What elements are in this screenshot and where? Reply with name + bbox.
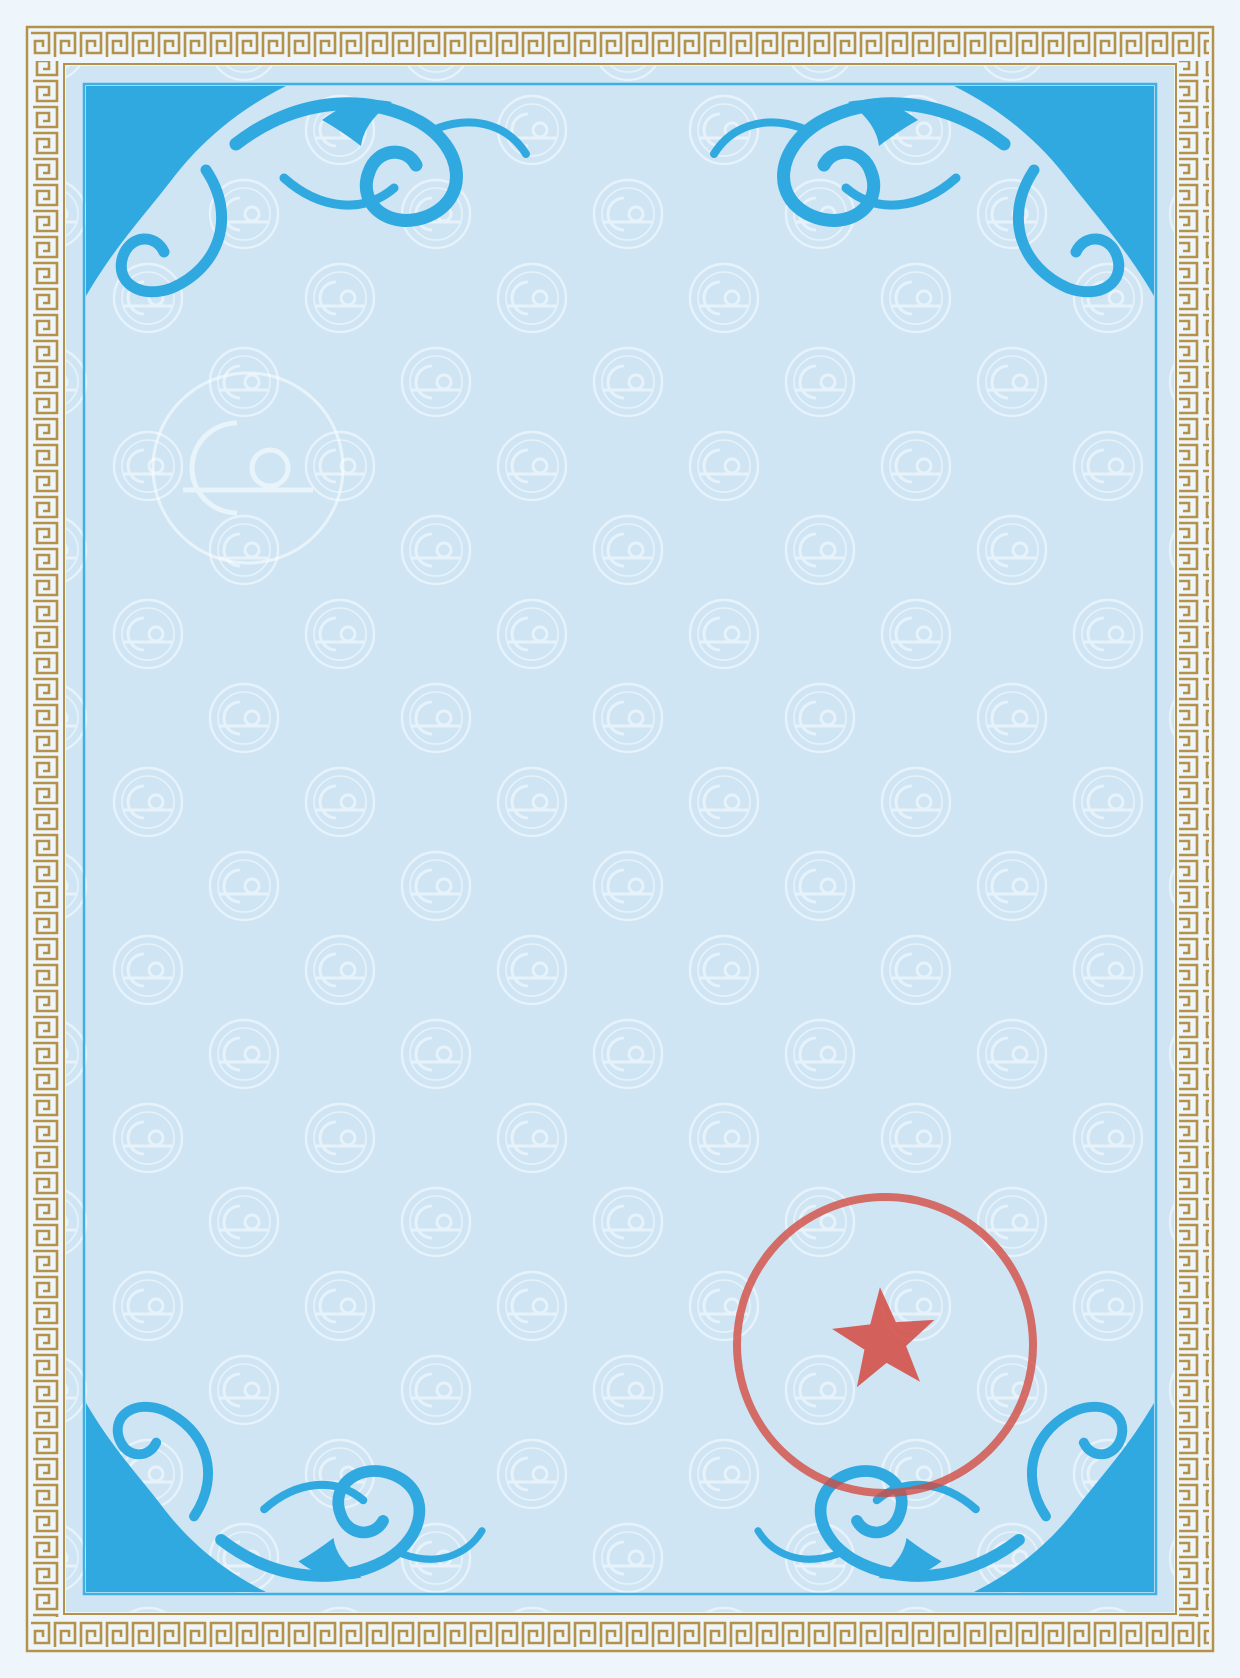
official-seal bbox=[715, 1175, 1055, 1520]
qr-code-graphic bbox=[249, 1281, 371, 1396]
qr-code-image bbox=[249, 1281, 371, 1401]
corner-flourish-top-left bbox=[86, 86, 526, 296]
barcode-image bbox=[250, 1190, 433, 1260]
corner-flourish-bottom-left bbox=[86, 1403, 482, 1592]
seal-graphic bbox=[715, 1175, 1055, 1515]
barcode-graphic bbox=[250, 1190, 433, 1255]
corner-flourish-top-right bbox=[714, 86, 1154, 296]
seal-star-icon bbox=[829, 1283, 940, 1389]
